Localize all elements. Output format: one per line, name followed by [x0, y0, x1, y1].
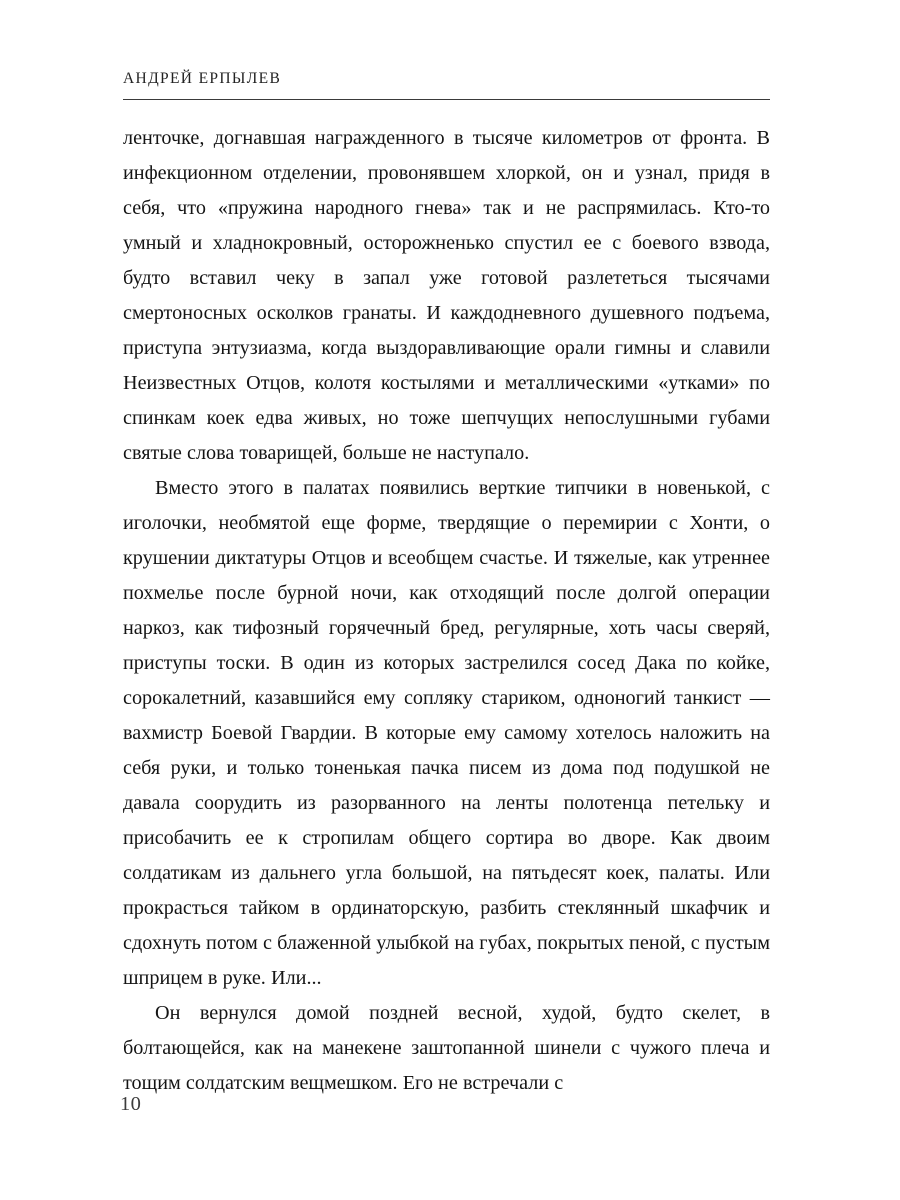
- body-text-block: [123, 121, 770, 1101]
- page-content-column: [123, 0, 770, 1101]
- running-head-author: АНДРЕЙ ЕРПЫЛЕВ: [123, 70, 282, 87]
- header-divider-rule: [123, 99, 770, 100]
- page-number: 10: [120, 1093, 142, 1115]
- paragraph-vmesto: Вместо этого в палатах появились верткие типчики в новенькой, с иголочки, необмятой еще форме, твердящие о перемирии с Хонти, о крушении диктатуры Отцов и всеобщем счастье. И тяжелые, как утреннее похмелье после бурной ночи, как отходящий после долгой операции наркоз, как тифозный горячечный бред, регулярные, хоть часы сверяй, приступы тоски. В один из которых застрелился сосед Дака по койке, сорокалетний, казавшийся ему сопляку стариком, одноногий танкист — вахмистр Боевой Гвардии. В которые ему самому хотелось наложить на себя руки, и только тоненькая пачка писем из дома под подушкой не давала соорудить из разорванного на ленты полотенца петельку и присобачить ее к стропилам общего сортира во дворе. Как двоим солдатикам из дальнего угла большой, на пятьдесят коек, палаты. Или прокрасться тайком в ординаторскую, разбить стеклянный шкафчик и сдохнуть потом с блаженной улыбкой на губах, покрытых пеной, с пустым шприцем в руке. Или...: [123, 476, 770, 989]
- paragraph-on-vernulsya: Он вернулся домой поздней весной, худой, будто скелет, в болтающейся, как на манекене заштопанной шинели с чужого плеча и тощим солдатским вещмешком. Его не встречали с: [123, 1001, 770, 1094]
- paragraph-continued: ленточке, догнавшая награжденного в тысяче километров от фронта. В инфекционном отделении, провонявшем хлоркой, он и узнал, придя в себя, что «пружина народного гнева» так и не распрямилась. Кто-то умный и хладнокровный, осторожненько спустил ее с боевого взвода, будто вставил чеку в запал уже готовой разлететься тысячами смертоносных осколков гранаты. И каждодневного душевного подъема, приступа энтузиазма, когда выздоравливающие орали гимны и славили Неизвестных Отцов, колотя костылями и металлическими «утками» по спинкам коек едва живых, но тоже шепчущих непослушными губами святые слова товарищей, больше не наступало.: [123, 126, 770, 464]
